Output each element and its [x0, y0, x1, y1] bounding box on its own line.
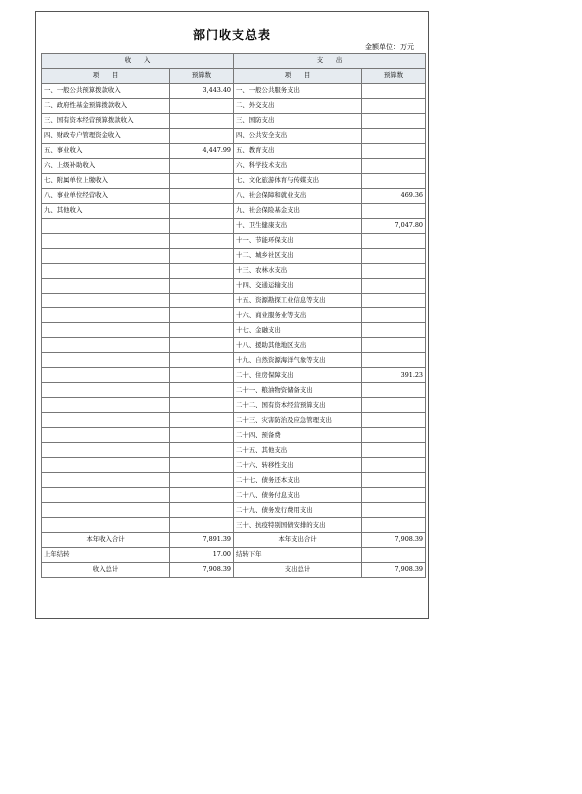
income-item-cell — [42, 503, 170, 518]
table-row — [42, 398, 426, 413]
unit-label: 金额单位：万元 — [365, 43, 414, 51]
expense-budget-cell: 7,047.80 — [362, 218, 426, 233]
income-item-cell: 一、一般公共预算拨款收入 — [42, 83, 170, 98]
expense-budget-cell — [362, 278, 426, 293]
expense-item-cell: 二十六、转移性支出 — [234, 458, 362, 473]
income-item-cell — [42, 218, 170, 233]
expense-item-cell: 二十、住房保障支出 — [234, 368, 362, 383]
income-budget-cell — [170, 308, 234, 323]
expense-item-cell: 十、卫生健康支出 — [234, 218, 362, 233]
expense-budget-cell — [362, 458, 426, 473]
grand-income-value: 7,908.39 — [170, 562, 234, 577]
income-item-cell — [42, 353, 170, 368]
expense-item-cell: 三、国防支出 — [234, 113, 362, 128]
expense-item-cell: 二、外交支出 — [234, 98, 362, 113]
carry-in-label: 上年结转 — [42, 547, 170, 562]
table-row — [42, 263, 426, 278]
expense-budget-cell — [362, 503, 426, 518]
expense-budget-cell — [362, 158, 426, 173]
table-row — [42, 473, 426, 488]
expense-budget-cell — [362, 203, 426, 218]
expense-item-cell: 十四、交通运输支出 — [234, 278, 362, 293]
income-item-cell: 九、其他收入 — [42, 203, 170, 218]
expense-budget-cell — [362, 293, 426, 308]
expense-item-cell: 二十一、粮油物资储备支出 — [234, 383, 362, 398]
expense-item-cell: 九、社会保险基金支出 — [234, 203, 362, 218]
expense-budget-cell — [362, 143, 426, 158]
expense-total-value: 7,908.39 — [362, 533, 426, 548]
expense-budget-cell — [362, 383, 426, 398]
expense-item-cell: 四、公共安全支出 — [234, 128, 362, 143]
table-row — [42, 278, 426, 293]
income-budget-cell — [170, 368, 234, 383]
income-budget-cell — [170, 218, 234, 233]
table-row — [42, 233, 426, 248]
income-budget-cell — [170, 248, 234, 263]
table-row — [42, 173, 426, 188]
income-budget-cell — [170, 173, 234, 188]
expense-item-cell: 二十二、国有资本经营预算支出 — [234, 398, 362, 413]
table-row — [42, 83, 426, 98]
expense-budget-cell — [362, 233, 426, 248]
expense-budget-cell — [362, 308, 426, 323]
table-row — [42, 503, 426, 518]
income-item-cell — [42, 338, 170, 353]
table-row — [42, 458, 426, 473]
income-budget-cell — [170, 428, 234, 443]
table-row — [42, 413, 426, 428]
table-row — [42, 338, 426, 353]
expense-item-cell: 十八、援助其他地区支出 — [234, 338, 362, 353]
income-item-cell: 八、事业单位经营收入 — [42, 188, 170, 203]
expense-item-cell: 二十三、灾害防治及应急管理支出 — [234, 413, 362, 428]
budget-table — [41, 53, 426, 578]
table-row — [42, 308, 426, 323]
expense-budget-cell — [362, 443, 426, 458]
grand-total-row — [42, 562, 426, 577]
table-row — [42, 203, 426, 218]
income-item-cell — [42, 488, 170, 503]
income-budget-cell — [170, 263, 234, 278]
income-item-cell — [42, 308, 170, 323]
table-row — [42, 113, 426, 128]
income-budget-cell — [170, 293, 234, 308]
income-budget-cell — [170, 278, 234, 293]
section-header-row — [42, 54, 426, 69]
table-row — [42, 293, 426, 308]
expense-budget-cell — [362, 113, 426, 128]
income-item-cell: 四、财政专户管理资金收入 — [42, 128, 170, 143]
expense-item-cell: 二十四、预备费 — [234, 428, 362, 443]
expense-item-cell: 十二、城乡社区支出 — [234, 248, 362, 263]
expense-budget-cell — [362, 83, 426, 98]
expense-budget-cell — [362, 248, 426, 263]
income-budget-cell — [170, 98, 234, 113]
income-section-header: 收 入 — [42, 54, 234, 69]
expense-section-header: 支 出 — [234, 54, 426, 69]
expense-item-cell: 六、科学技术支出 — [234, 158, 362, 173]
carry-row — [42, 547, 426, 562]
income-item-header: 项 目 — [42, 68, 170, 83]
table-row — [42, 128, 426, 143]
expense-budget-cell — [362, 473, 426, 488]
income-item-cell: 二、政府性基金预算拨款收入 — [42, 98, 170, 113]
income-item-cell — [42, 413, 170, 428]
income-budget-cell — [170, 383, 234, 398]
income-budget-cell — [170, 128, 234, 143]
expense-budget-cell — [362, 518, 426, 533]
table-row — [42, 188, 426, 203]
carry-out-label: 结转下年 — [234, 547, 362, 562]
table-row — [42, 368, 426, 383]
income-budget-cell — [170, 113, 234, 128]
table-row — [42, 98, 426, 113]
income-item-cell — [42, 233, 170, 248]
income-item-cell — [42, 248, 170, 263]
report-frame — [35, 11, 429, 619]
table-row — [42, 353, 426, 368]
income-budget-cell — [170, 338, 234, 353]
expense-budget-cell — [362, 428, 426, 443]
expense-budget-cell: 469.36 — [362, 188, 426, 203]
expense-item-cell: 十六、商业服务业等支出 — [234, 308, 362, 323]
expense-item-cell: 十一、节能环保支出 — [234, 233, 362, 248]
income-item-cell — [42, 443, 170, 458]
expense-item-cell: 七、文化旅游体育与传媒支出 — [234, 173, 362, 188]
income-item-cell — [42, 458, 170, 473]
expense-item-cell: 二十九、债务发行费用支出 — [234, 503, 362, 518]
income-item-cell: 三、国有资本经营预算拨款收入 — [42, 113, 170, 128]
income-budget-header: 预算数 — [170, 68, 234, 83]
expense-item-cell: 二十八、债务付息支出 — [234, 488, 362, 503]
table-row — [42, 218, 426, 233]
expense-budget-cell — [362, 323, 426, 338]
income-budget-cell — [170, 353, 234, 368]
expense-budget-cell — [362, 173, 426, 188]
expense-budget-cell — [362, 398, 426, 413]
expense-budget-cell — [362, 128, 426, 143]
income-budget-cell — [170, 473, 234, 488]
expense-item-cell: 二十七、债务还本支出 — [234, 473, 362, 488]
table-row — [42, 488, 426, 503]
expense-item-cell: 八、社会保障和就业支出 — [234, 188, 362, 203]
income-item-cell: 七、附属单位上缴收入 — [42, 173, 170, 188]
table-row — [42, 428, 426, 443]
carry-out-value — [362, 547, 426, 562]
expense-budget-cell — [362, 263, 426, 278]
grand-income-label: 收入总计 — [42, 562, 170, 577]
expense-total-label: 本年支出合计 — [234, 533, 362, 548]
expense-budget-cell: 391.23 — [362, 368, 426, 383]
income-budget-cell — [170, 203, 234, 218]
table-row — [42, 443, 426, 458]
expense-item-cell: 十七、金融支出 — [234, 323, 362, 338]
income-budget-cell — [170, 503, 234, 518]
income-budget-cell — [170, 188, 234, 203]
table-row — [42, 383, 426, 398]
table-row — [42, 518, 426, 533]
page-title: 部门收支总表 — [192, 28, 271, 42]
income-item-cell — [42, 473, 170, 488]
income-item-cell — [42, 398, 170, 413]
carry-in-value: 17.00 — [170, 547, 234, 562]
expense-budget-cell — [362, 353, 426, 368]
income-item-cell — [42, 323, 170, 338]
income-item-cell — [42, 263, 170, 278]
income-budget-cell — [170, 233, 234, 248]
income-budget-cell — [170, 413, 234, 428]
table-row — [42, 248, 426, 263]
income-budget-cell — [170, 458, 234, 473]
income-item-cell — [42, 518, 170, 533]
column-header-row — [42, 68, 426, 83]
expense-item-cell: 十五、资源勘探工业信息等支出 — [234, 293, 362, 308]
expense-item-cell: 五、教育支出 — [234, 143, 362, 158]
table-row — [42, 158, 426, 173]
income-item-cell: 六、上级补助收入 — [42, 158, 170, 173]
income-budget-cell — [170, 488, 234, 503]
income-budget-cell — [170, 518, 234, 533]
expense-budget-cell — [362, 413, 426, 428]
expense-budget-cell — [362, 98, 426, 113]
expense-item-cell: 十三、农林水支出 — [234, 263, 362, 278]
table-row — [42, 323, 426, 338]
expense-item-cell: 二十五、其他支出 — [234, 443, 362, 458]
income-budget-cell: 3,443.40 — [170, 83, 234, 98]
income-item-cell — [42, 368, 170, 383]
expense-budget-cell — [362, 338, 426, 353]
expense-item-cell: 三十、抗疫特别国债安排的支出 — [234, 518, 362, 533]
income-item-cell — [42, 428, 170, 443]
income-total-label: 本年收入合计 — [42, 533, 170, 548]
expense-budget-cell — [362, 488, 426, 503]
income-budget-cell — [170, 398, 234, 413]
annual-total-row — [42, 533, 426, 548]
grand-expense-label: 支出总计 — [234, 562, 362, 577]
expense-item-header: 项 目 — [234, 68, 362, 83]
income-budget-cell — [170, 323, 234, 338]
expense-item-cell: 一、一般公共服务支出 — [234, 83, 362, 98]
income-budget-cell — [170, 158, 234, 173]
income-item-cell — [42, 278, 170, 293]
expense-item-cell: 十九、自然资源海洋气象等支出 — [234, 353, 362, 368]
income-item-cell — [42, 293, 170, 308]
income-budget-cell — [170, 443, 234, 458]
income-budget-cell: 4,447.99 — [170, 143, 234, 158]
grand-expense-value: 7,908.39 — [362, 562, 426, 577]
expense-budget-header: 预算数 — [362, 68, 426, 83]
income-total-value: 7,891.39 — [170, 533, 234, 548]
income-item-cell: 五、事业收入 — [42, 143, 170, 158]
table-row — [42, 143, 426, 158]
income-item-cell — [42, 383, 170, 398]
